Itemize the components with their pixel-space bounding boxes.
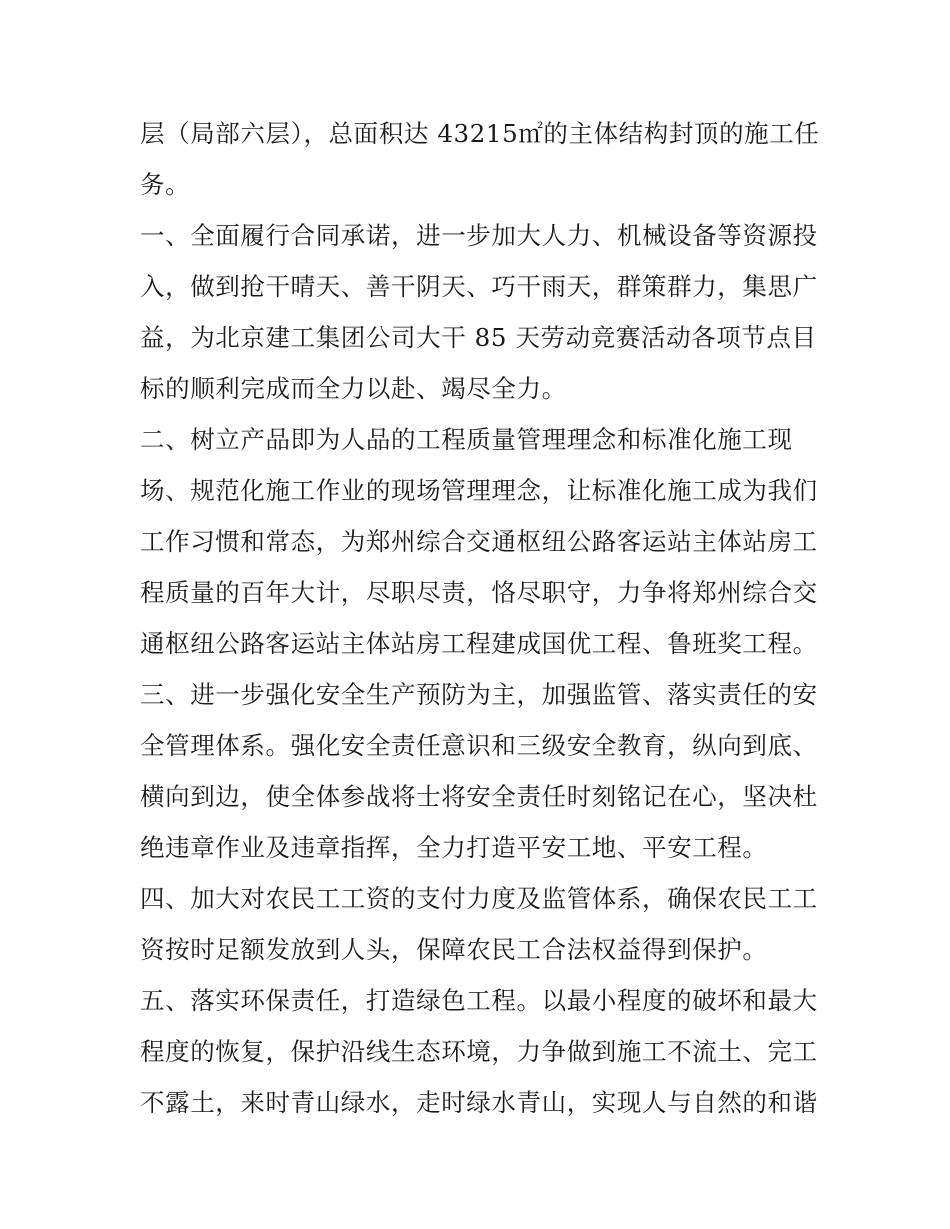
text-line: 二、树立产品即为人品的工程质量管理理念和标准化施工现 xyxy=(140,425,793,454)
document-body xyxy=(140,108,830,1128)
text-line: 通枢纽公路客运站主体站房工程建成国优工程、鲁班奖工程。 xyxy=(140,629,818,658)
text-line: 入，做到抢干晴天、善干阴天、巧干雨天，群策群力，集思广 xyxy=(140,272,818,301)
text-line: 四、加大对农民工工资的支付力度及监管体系，确保农民工工 xyxy=(140,884,818,913)
text-line: 三、进一步强化安全生产预防为主，加强监管、落实责任的安 xyxy=(140,680,818,709)
text-line: 横向到边，使全体参战将士将安全责任时刻铭记在心，坚决杜 xyxy=(140,782,818,811)
text-line: 绝违章作业及违章指挥，全力打造平安工地、平安工程。 xyxy=(140,833,768,862)
text-line: 全管理体系。强化安全责任意识和三级安全教育，纵向到底、 xyxy=(140,731,818,760)
text-line: 程度的恢复，保护沿线生态环境，力争做到施工不流土、完工 xyxy=(140,1037,818,1066)
text-line: 资按时足额发放到人头，保障农民工合法权益得到保护。 xyxy=(140,935,768,964)
text-line: 标的顺利完成而全力以赴、竭尽全力。 xyxy=(140,374,567,403)
text-line: 场、规范化施工作业的现场管理理念，让标准化施工成为我们 xyxy=(140,476,818,505)
text-line: 一、全面履行合同承诺，进一步加大人力、机械设备等资源投 xyxy=(140,221,818,250)
text-line: 务。 xyxy=(140,170,191,199)
text-line: 五、落实环保责任，打造绿色工程。以最小程度的破坏和最大 xyxy=(140,986,818,1015)
text-line: 不露土，来时青山绿水，走时绿水青山，实现人与自然的和谐 xyxy=(140,1088,818,1117)
text-line: 工作习惯和常态，为郑州综合交通枢纽公路客运站主体站房工 xyxy=(140,527,818,556)
text-line: 层（局部六层），总面积达 43215㎡的主体结构封顶的施工任 xyxy=(140,119,820,148)
text-line: 程质量的百年大计，尽职尽责，恪尽职守，力争将郑州综合交 xyxy=(140,578,818,607)
text-line: 益，为北京建工集团公司大干 85 天劳动竞赛活动各项节点目 xyxy=(140,323,817,352)
